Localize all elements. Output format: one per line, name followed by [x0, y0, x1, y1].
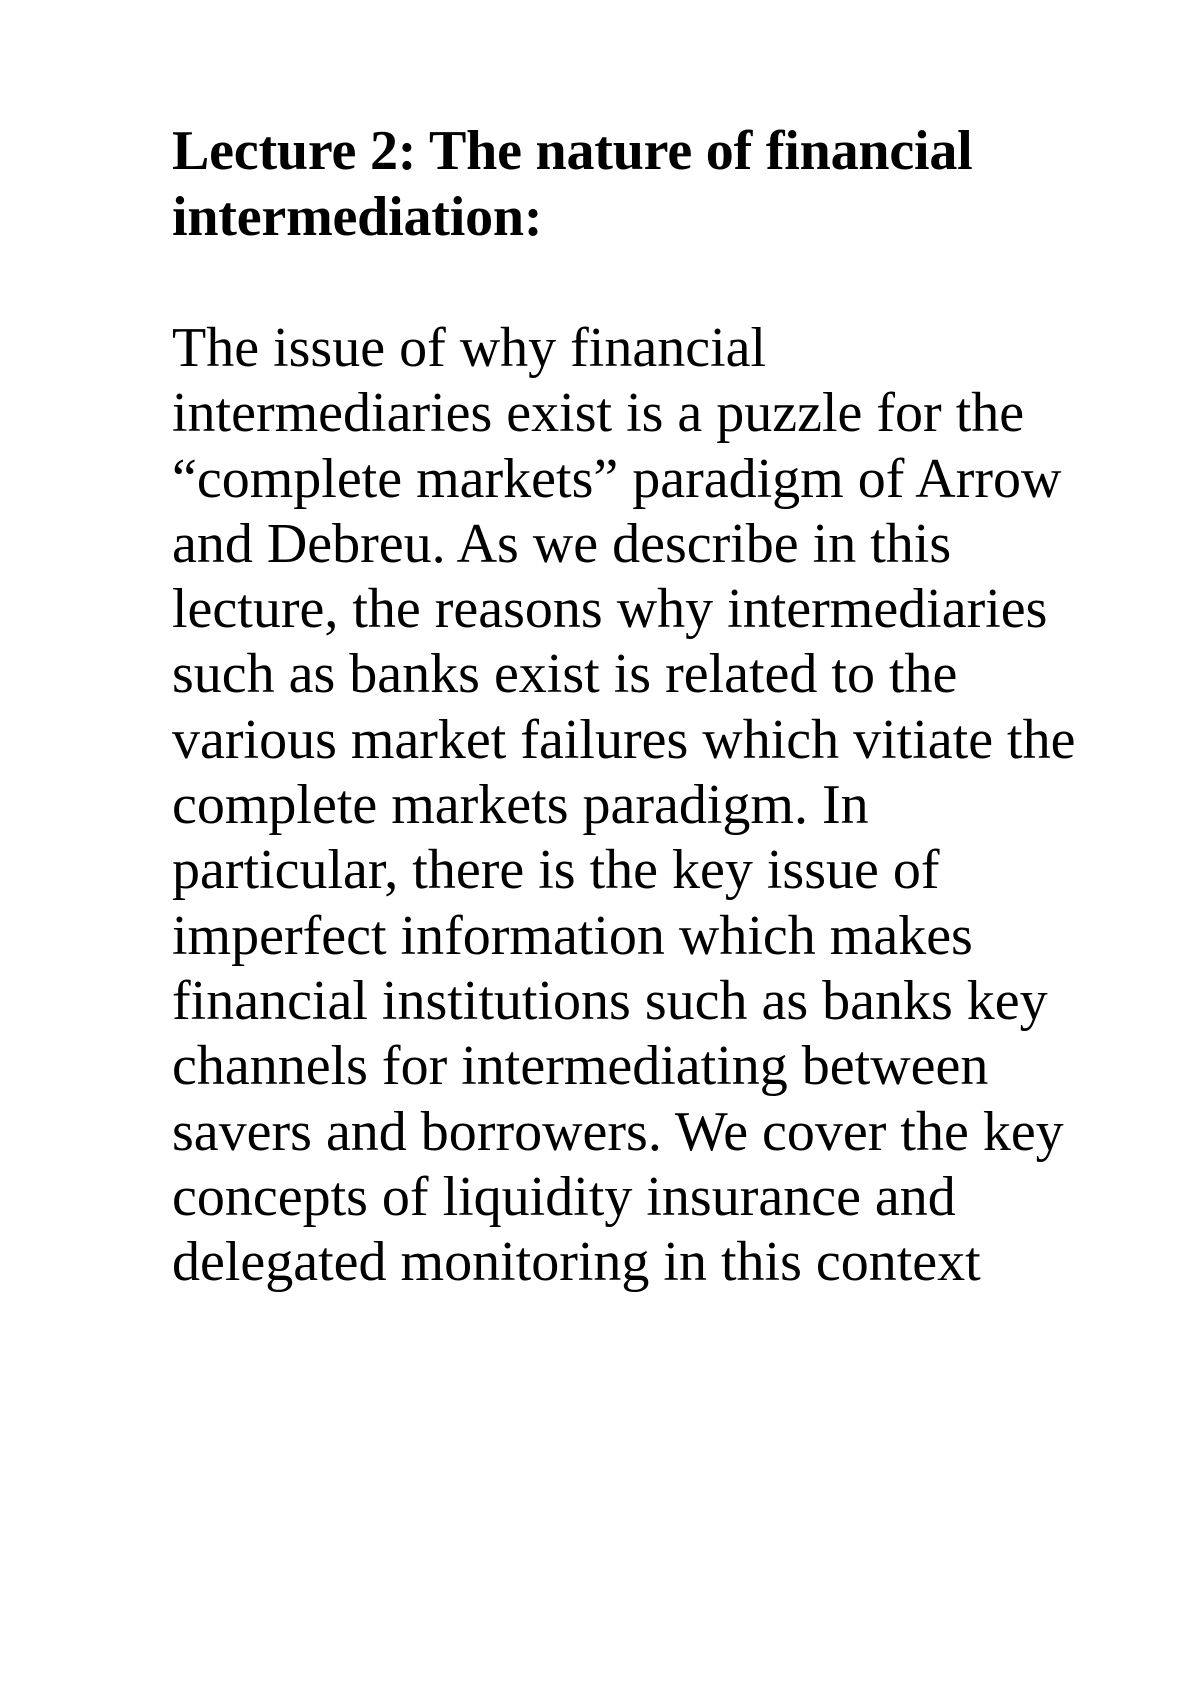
- lecture-paragraph: [172, 316, 1112, 1295]
- paragraph-line: particular, there is the key issue of: [172, 839, 940, 902]
- paragraph-line: savers and borrowers. We cover the key: [172, 1100, 1064, 1163]
- paragraph-line: concepts of liquidity insurance and: [172, 1165, 956, 1228]
- paragraph-line: lecture, the reasons why intermediaries: [172, 578, 1048, 641]
- document-content: [172, 118, 1112, 1295]
- title-line: intermediation:: [172, 186, 543, 248]
- paragraph-line: various market failures which vitiate the: [172, 708, 1076, 771]
- title-line: Lecture 2: The nature of financial: [172, 120, 973, 182]
- paragraph-line: such as banks exist is related to the: [172, 643, 958, 706]
- paragraph-line: complete markets paradigm. In: [172, 774, 869, 837]
- lecture-title: [172, 118, 1112, 250]
- paragraph-line: The issue of why financial: [172, 317, 767, 379]
- paragraph-line: imperfect information which makes: [172, 904, 973, 967]
- paragraph-line: channels for intermediating between: [172, 1035, 989, 1098]
- paragraph-line: “complete markets” paradigm of Arrow: [172, 447, 1062, 510]
- paragraph-line: delegated monitoring in this context: [172, 1231, 981, 1294]
- paragraph-line: financial institutions such as banks key: [172, 969, 1048, 1032]
- paragraph-line: intermediaries exist is a puzzle for the: [172, 382, 1025, 445]
- paragraph-line: and Debreu. As we describe in this: [172, 512, 952, 575]
